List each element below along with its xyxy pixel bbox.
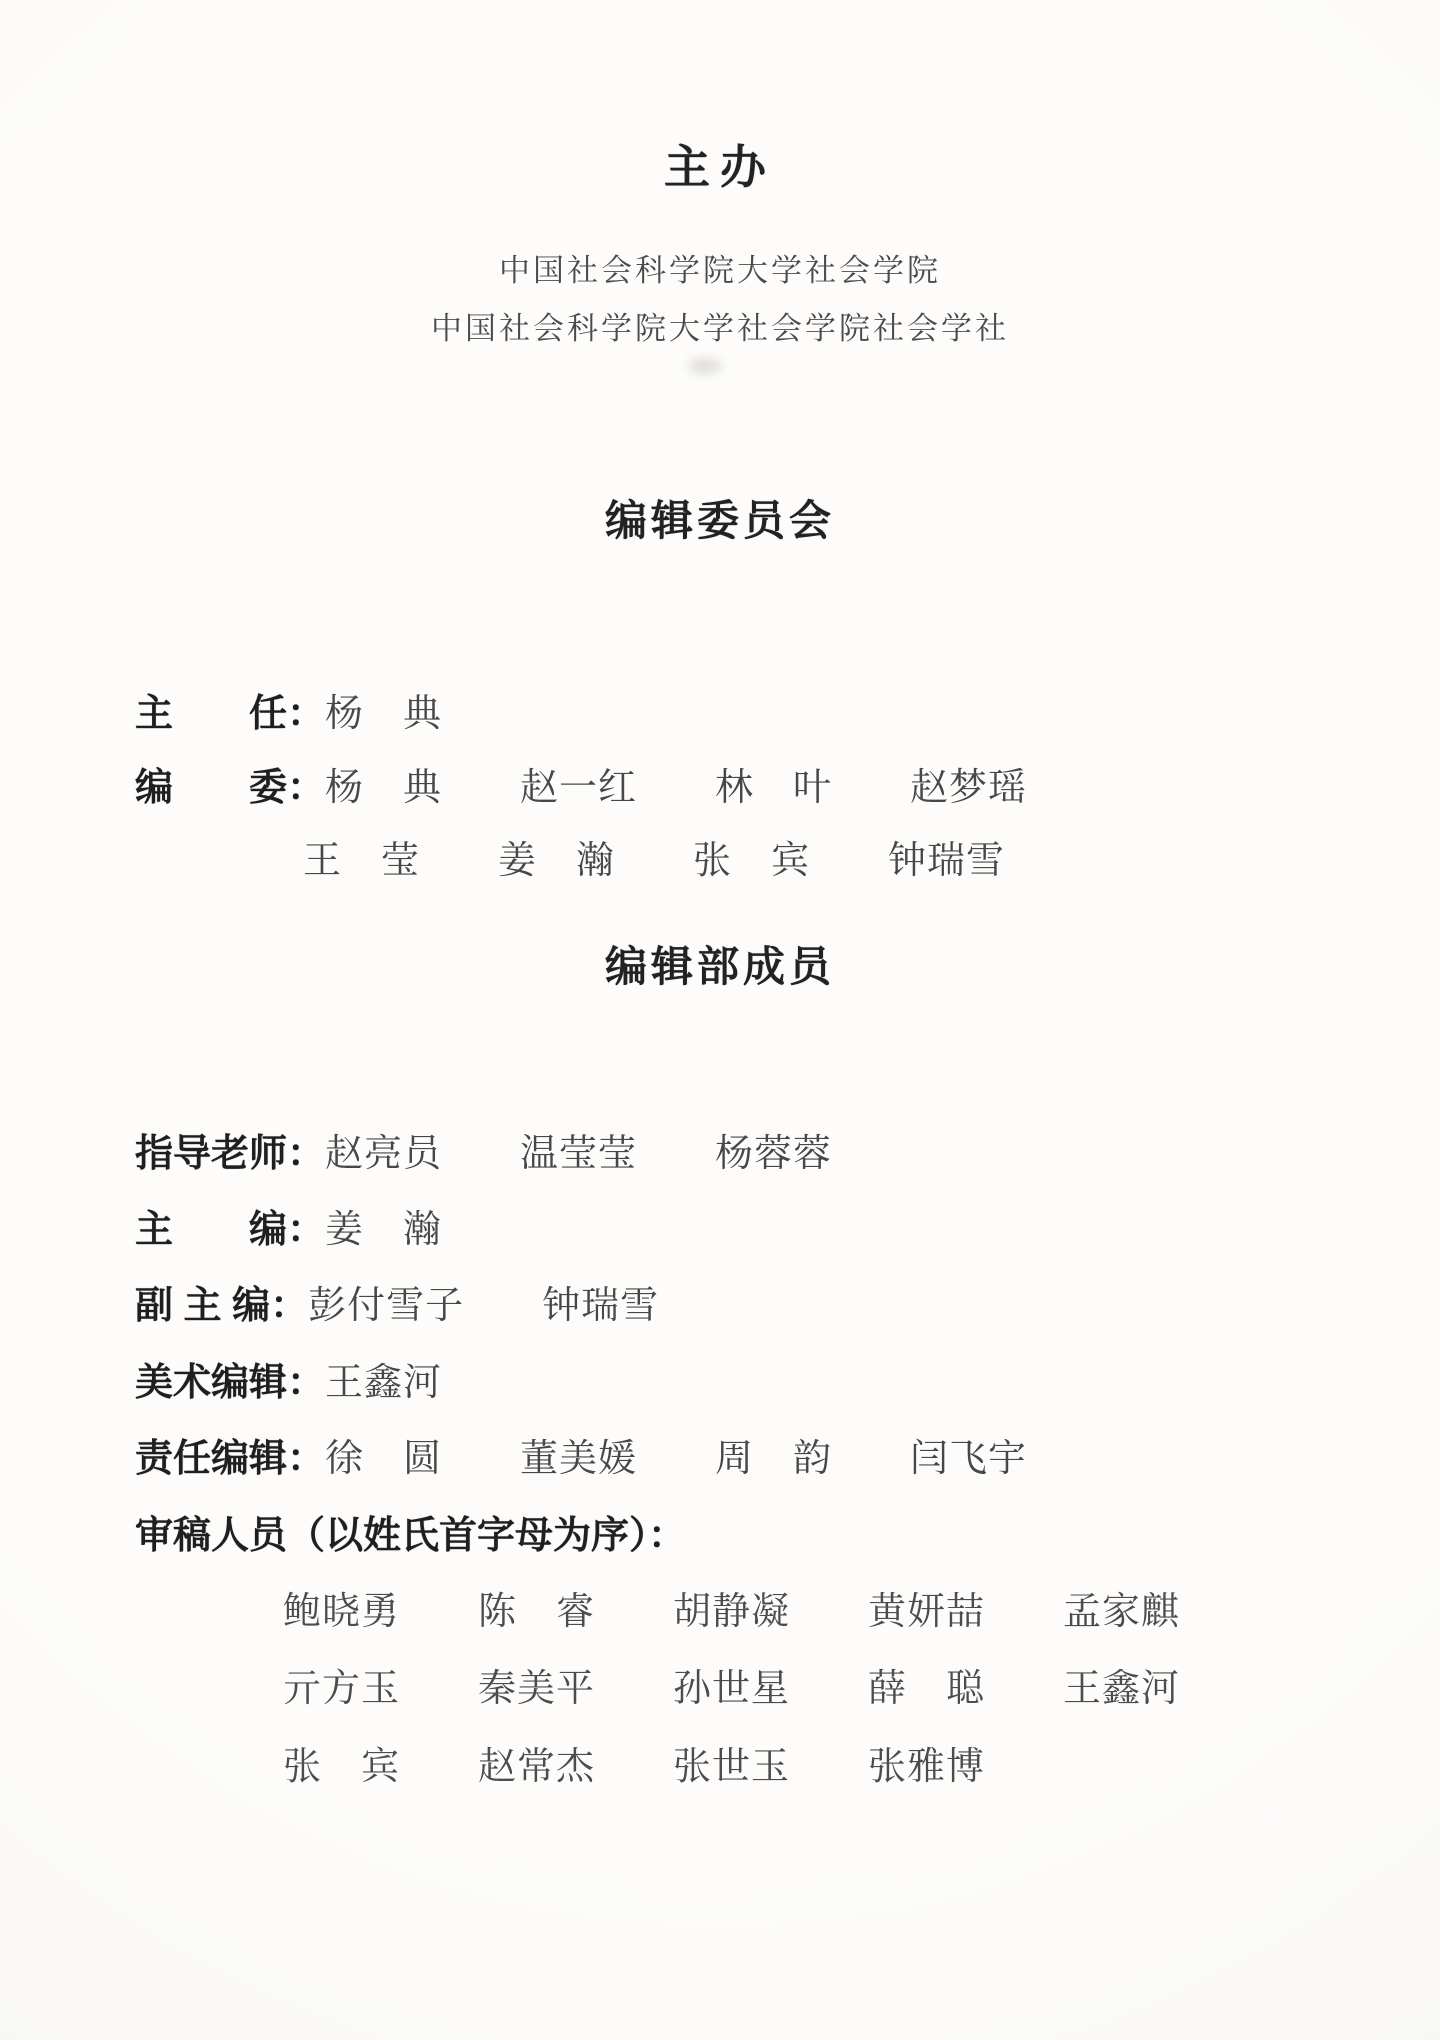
chief-editor-value: 姜 瀚 <box>325 1209 443 1252</box>
committee-members-label: 编 委： <box>135 766 326 809</box>
host-organization-2: 中国社会科学院大学社会学院社会学社 <box>431 311 1009 347</box>
art-editor-row <box>135 1360 1340 1406</box>
committee-members-line2: 王 莹 姜 瀚 张 宾 钟瑞雪 <box>303 839 1006 882</box>
reviewers-line3: 张 宾 赵常杰 张世玉 张雅博 <box>283 1745 986 1788</box>
reviewers-line1: 鲍晓勇 陈 睿 胡静凝 黄妍喆 孟家麒 <box>283 1590 1181 1633</box>
reviewers-row-2 <box>135 1666 1340 1712</box>
reviewers-header-row <box>135 1513 1340 1559</box>
deputy-editor-label: 副 主 编： <box>135 1285 309 1328</box>
reviewers-label: 审稿人员（以姓氏首字母为序）： <box>135 1514 687 1557</box>
editorial-department-heading: 编辑部成员 <box>604 943 835 991</box>
reviewers-row-3 <box>135 1744 1340 1790</box>
art-editor-value: 王鑫河 <box>325 1361 443 1404</box>
host-heading: 主办 <box>664 141 776 193</box>
advisors-row <box>135 1131 1340 1177</box>
executive-editor-row <box>135 1436 1340 1482</box>
editorial-committee-heading: 编辑委员会 <box>604 496 835 544</box>
advisors-value: 赵亮员 温莹莹 杨蓉蓉 <box>325 1132 833 1175</box>
committee-director-value: 杨 典 <box>325 693 443 736</box>
deputy-editor-row <box>135 1283 1340 1329</box>
editorial-committee-rows <box>135 691 1340 884</box>
committee-members-line1: 杨 典 赵一红 林 叶 赵梦瑶 <box>325 766 1028 809</box>
committee-members-row <box>135 765 1340 811</box>
editorial-department-rows <box>135 1131 1340 1790</box>
committee-director-row <box>135 691 1340 737</box>
host-organization-1: 中国社会科学院大学社会学院 <box>499 253 941 289</box>
art-editor-label: 美术编辑： <box>135 1361 326 1404</box>
executive-editor-value: 徐 圆 董美媛 周 韵 闫飞宇 <box>325 1438 1028 1481</box>
deputy-editor-value: 彭付雪子 钟瑞雪 <box>308 1285 660 1328</box>
scan-smudge <box>688 358 722 374</box>
advisors-label: 指导老师： <box>135 1132 326 1175</box>
executive-editor-label: 责任编辑： <box>135 1438 326 1481</box>
chief-editor-row <box>135 1207 1340 1253</box>
committee-members-row-2 <box>135 838 1340 884</box>
chief-editor-label: 主 编： <box>135 1209 326 1252</box>
reviewers-row-1 <box>135 1589 1340 1635</box>
committee-director-label: 主 任： <box>135 693 326 736</box>
reviewers-line2: 亓方玉 秦美平 孙世星 薛 聪 王鑫河 <box>283 1668 1181 1711</box>
